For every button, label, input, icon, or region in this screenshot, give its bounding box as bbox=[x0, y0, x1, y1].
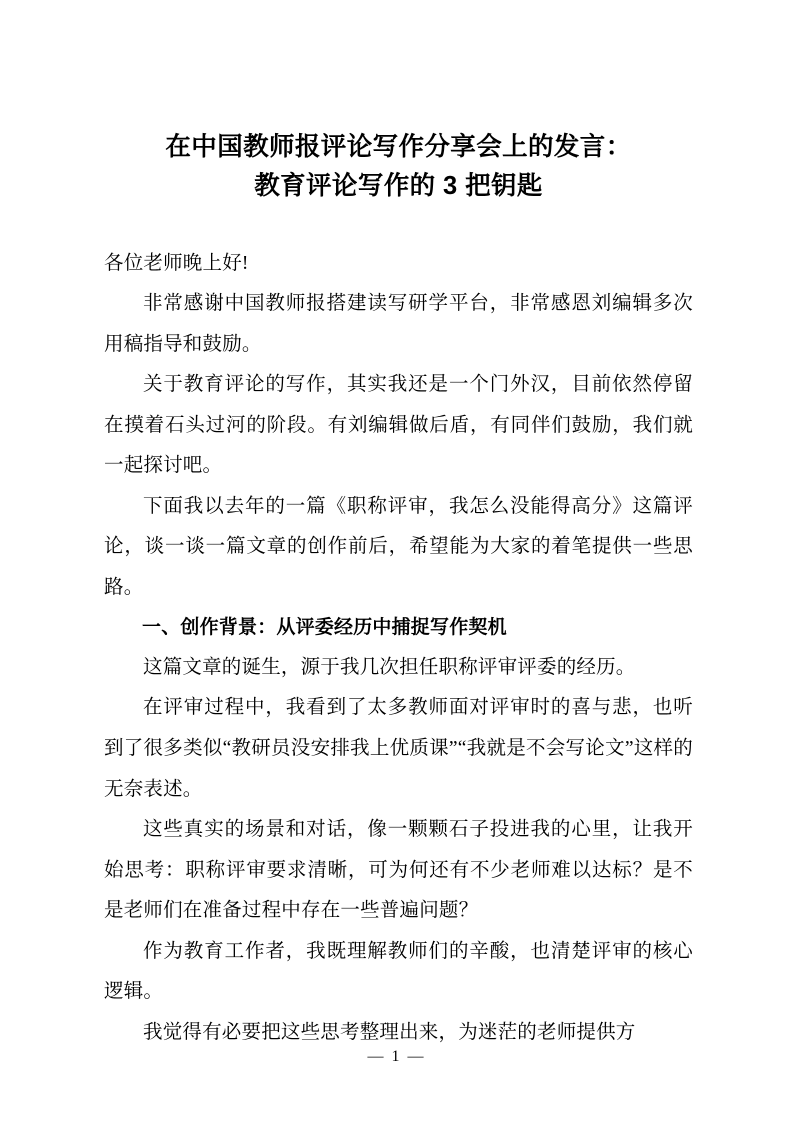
paragraph: 我觉得有必要把这些思考整理出来，为迷茫的老师提供方 bbox=[143, 1021, 636, 1043]
page-number: — 1 — bbox=[367, 1048, 426, 1065]
paragraph: 这些真实的场景和对话，像一颗颗石子投进我的心里，让我开始思考：职称评审要求清晰，可为何还有不少老师难以达标？是不是老师们在准备过程中存在一些普遍问题？ bbox=[104, 819, 693, 922]
document-body bbox=[104, 244, 693, 1054]
paragraph: 非常感谢中国教师报搭建读写研学平台，非常感恩刘编辑多次用稿指导和鼓励。 bbox=[104, 293, 693, 355]
page-title-line-2: 教育评论写作的 3 把钥匙 bbox=[254, 171, 543, 200]
page-title-line-1: 在中国教师报评论写作分享会上的发言： bbox=[165, 133, 632, 161]
paragraph: 作为教育工作者，我既理解教师们的辛酸，也清楚评审的核心逻辑。 bbox=[104, 940, 693, 1003]
paragraph: 下面我以去年的一篇《职称评审，我怎么没能得高分》这篇评论，谈一谈一篇文章的创作前后，希望能为大家的着笔提供一些思路。 bbox=[104, 495, 693, 598]
paragraph: 关于教育评论的写作，其实我还是一个门外汉，目前依然停留在摸着石头过河的阶段。有刘编辑做后盾，有同伴们鼓励，我们就一起探讨吧。 bbox=[104, 374, 693, 477]
paragraph: 各位老师晚上好! bbox=[104, 252, 249, 274]
paragraph: 这篇文章的诞生，源于我几次担任职称评审评委的经历。 bbox=[143, 656, 636, 678]
section-heading-1: 一、创作背景：从评委经历中捕捉写作契机 bbox=[142, 617, 507, 639]
page-title bbox=[104, 128, 693, 206]
paragraph: 在评审过程中，我看到了太多教师面对评审时的喜与悲，也听到了很多类似“教研员没安排我上优质课”“我就是不会写论文”这样的无奈表述。 bbox=[104, 697, 693, 800]
